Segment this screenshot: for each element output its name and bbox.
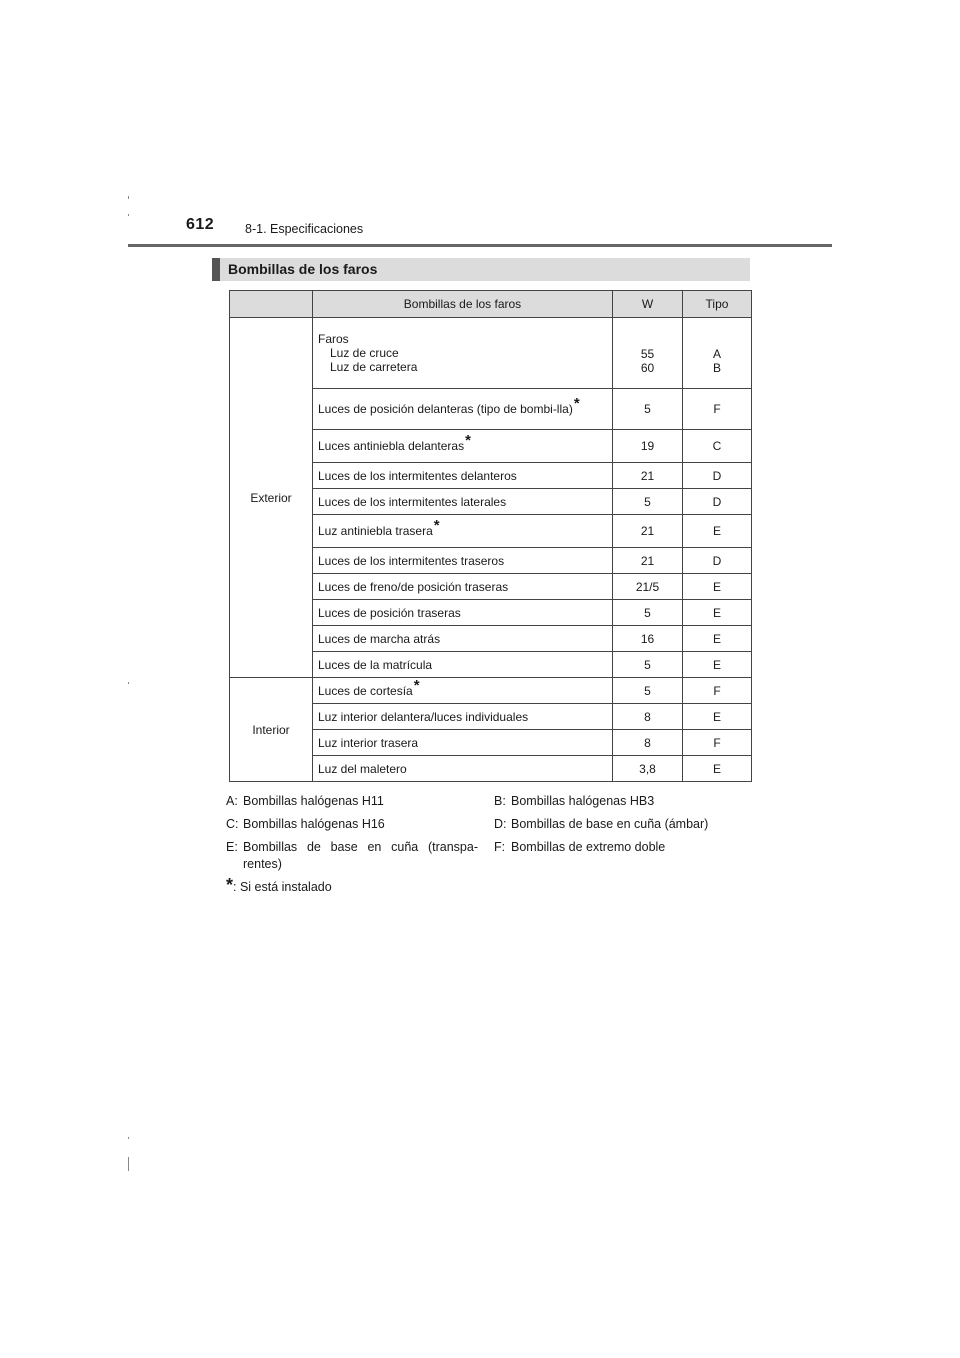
group-exterior: Exterior [230,318,313,678]
bulb-type: D [683,463,752,489]
bulb-type: F [683,730,752,756]
watts: 21 [613,548,683,574]
bulb-name: Luces de los intermitentes traseros [313,548,613,574]
crop-mark [128,1157,129,1171]
bulb-type-legend [226,793,736,896]
table-header-row [230,291,752,318]
header-rule [128,244,832,247]
watts: 5 [613,678,683,704]
bulb-type: F [683,389,752,430]
legend-item: D: Bombillas de base en cuña (ámbar) [494,817,709,831]
crop-mark [128,214,129,216]
column-header-location [230,291,313,318]
bulb-name: Luz interior trasera [313,730,613,756]
legend-item: B: Bombillas halógenas HB3 [494,794,655,808]
watts: 19 [613,430,683,463]
watts: 21/5 [613,574,683,600]
bulb-type: F [683,678,752,704]
bulb-type: E [683,515,752,548]
crop-mark [128,682,129,684]
legend-item: F: Bombillas de extremo doble [494,840,666,854]
watts: 8 [613,704,683,730]
bulb-name: Luz antiniebla trasera* [313,515,613,548]
bulb-name: Luz del maletero [313,756,613,782]
legend-item: C: Bombillas halógenas H16 [226,817,385,831]
column-header-type: Tipo [683,291,752,318]
bulb-type: E [683,652,752,678]
page-number: 612 [186,216,215,233]
bulb-type: D [683,489,752,515]
bulb-name: Luces de posición traseras [313,600,613,626]
footnote-text: : Si está instalado [233,880,332,894]
section-reference: 8-1. Especificaciones [245,222,364,236]
bulb-type: E [683,626,752,652]
footnote: * : Si está instalado [226,875,332,895]
legend-item: A: Bombillas halógenas H11 [226,794,384,808]
crop-mark [128,1137,129,1139]
watts: 5 [613,600,683,626]
bulb-type: E [683,574,752,600]
bulb-type: D [683,548,752,574]
bulb-name: Luz interior delantera/luces individuales [313,704,613,730]
bulb-name: Luces de freno/de posición traseras [313,574,613,600]
type-faros: A B [683,318,752,389]
column-header-bulb: Bombillas de los faros [313,291,613,318]
table-row [230,678,752,704]
watts: 8 [613,730,683,756]
bulb-name: Luces antiniebla delanteras* [313,430,613,463]
bulb-name: Luces de cortesía* [313,678,613,704]
bulb-type: E [683,704,752,730]
crop-mark [128,196,129,199]
bulb-name-faros: Faros Luz de cruce Luz de carretera [313,318,613,389]
bulb-table [229,290,752,782]
section-title: Bombillas de los faros [212,258,750,281]
bulb-type: C [683,430,752,463]
table-row [230,318,752,389]
bulb-name: Luces de marcha atrás [313,626,613,652]
watts: 5 [613,489,683,515]
watts: 21 [613,515,683,548]
group-interior: Interior [230,678,313,782]
bulb-type: E [683,756,752,782]
watts: 21 [613,463,683,489]
column-header-watts: W [613,291,683,318]
bulb-name: Luces de posición delanteras (tipo de bombi-lla)* [313,389,613,430]
bulb-type: E [683,600,752,626]
watts: 5 [613,389,683,430]
bulb-name: Luces de los intermitentes laterales [313,489,613,515]
watts: 3,8 [613,756,683,782]
bulb-name: Luces de los intermitentes delanteros [313,463,613,489]
watts: 16 [613,626,683,652]
bulb-name: Luces de la matrícula [313,652,613,678]
watts: 5 [613,652,683,678]
watts-faros: 55 60 [613,318,683,389]
legend-item: E: Bombillas de base en cuña (transpa-rentes) [226,840,478,871]
